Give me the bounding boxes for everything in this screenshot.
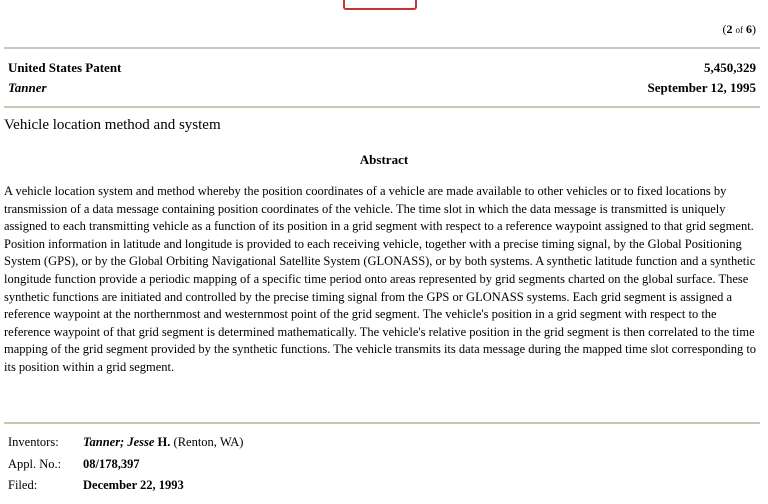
- appl-number: 08/178,397: [83, 456, 140, 471]
- filed-row: [8, 475, 243, 497]
- patent-date: September 12, 1995: [647, 80, 756, 95]
- patent-header-row-1: [8, 60, 756, 76]
- divider-header: [4, 106, 760, 108]
- abstract-text: A vehicle location system and method whereby the position coordinates of a vehicle are made available to other vehicles or to fixed locations by transmission of a data message containing position coordinates of the vehicle. The time slot in which the data message is transmitted is uniquely assigned to each transmitting vehicle as a function of its position in a grid segment with respect to a reference waypoint assigned to that grid segment. Position information in latitude and longitude is provided to each receiving vehicle, together with a precise timing signal, by the Global Positioning System (GPS), or by the Global Orbiting Navigational Satellite System (GLONASS), or by both systems. A synthetic latitude function and a synthetic longitude function provide a periodic mapping of a specific time period onto areas represented by grid segments charted on the global surface. These synthetic functions are initiated and controlled by the precise timing signal from the GPS or GLONASS systems. Each grid segment is assigned a reference waypoint at the northernmost and westernmost point of the grid segment. The vehicle's position in a grid segment with respect to the reference waypoint of that grid segment is determined mathematically. The vehicle's relative position in the grid segment is then correlated to the time mapping of the grid segment provided by the synthetic functions. The vehicle transmits its data message during the mapped time slot corresponding to its position within a grid segment.: [4, 184, 757, 374]
- inventor-name: Tanner; Jesse: [83, 435, 155, 450]
- appl-row: [8, 454, 243, 476]
- appl-label: Appl. No.:: [8, 456, 62, 471]
- inventors-row: [8, 432, 243, 454]
- patent-type: United States Patent: [8, 60, 122, 75]
- patent-title: Vehicle location method and system: [4, 117, 221, 133]
- top-nav-button[interactable]: [343, 0, 417, 10]
- inventor-short: Tanner: [8, 80, 47, 95]
- patent-meta: [8, 432, 243, 497]
- divider-abstract: [4, 422, 760, 424]
- filed-label: Filed:: [8, 478, 38, 493]
- patent-header-row-2: [8, 80, 756, 96]
- page-counter: (2 of 6): [722, 22, 756, 36]
- patent-number: 5,450,329: [704, 60, 756, 75]
- total-pages: 6: [746, 22, 752, 36]
- inventor-location: (Renton, WA): [173, 435, 244, 450]
- abstract-heading: Abstract: [359, 152, 409, 167]
- filed-date: December 22, 1993: [83, 478, 184, 493]
- inventors-value: [83, 435, 243, 450]
- current-page: 2: [726, 22, 733, 36]
- inventors-label: Inventors:: [8, 435, 59, 450]
- divider-top: [4, 47, 760, 49]
- inventor-initial: H.: [157, 435, 171, 450]
- page-of-label: of: [735, 25, 743, 35]
